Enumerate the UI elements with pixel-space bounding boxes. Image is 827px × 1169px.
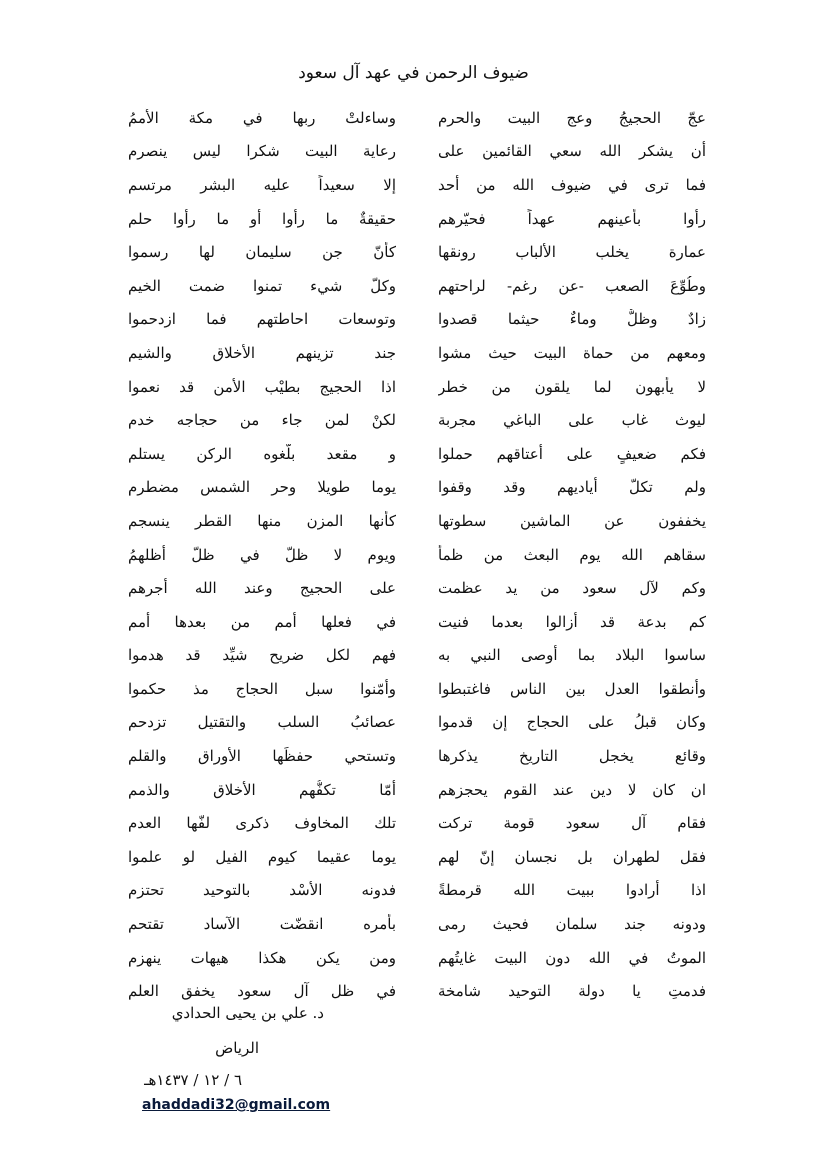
verse-first-hemistich: ان كان لا دين عند القوم يحجزهم	[438, 780, 706, 799]
verse-second-hemistich: وكلّ شيء تمنوا ضمت الخيم	[128, 276, 396, 295]
verse-second-hemistich: إلا سعيداً عليه البشر مرتسم	[128, 175, 396, 194]
verse-line	[128, 706, 706, 740]
author-name: د. علي بن يحيى الحدادي	[171, 1004, 324, 1022]
verse-second-hemistich: عصائبُ السلب والتقتيل تزدحم	[128, 713, 396, 732]
verse-first-hemistich: رأوا بأعينهم عهداً فحيّرهم	[438, 209, 706, 228]
verse-line	[128, 874, 706, 908]
verse-second-hemistich: يوما طويلا وحر الشمس مضطرم	[128, 478, 396, 497]
verse-line	[128, 605, 706, 639]
verse-second-hemistich: و مقعد بلّغوه الركن يستلم	[128, 444, 396, 463]
verse-first-hemistich: لا يأبهون لما يلقون من خطر	[438, 377, 706, 396]
verse-first-hemistich: فقام آل سعود قومة تركت	[438, 814, 706, 833]
verse-line	[128, 571, 706, 605]
verse-first-hemistich: عمارة يخلب الألباب رونقها	[438, 243, 706, 262]
verse-second-hemistich: رعاية البيت شكرا ليس ينصرم	[128, 142, 396, 161]
verse-second-hemistich: اذا الحجيج بطيْب الأمن قد نعموا	[128, 377, 396, 396]
verse-first-hemistich: الموتُ في الله دون البيت غايتُهم	[438, 948, 706, 967]
verse-first-hemistich: ساسوا البلاد بما أوصى النبي به	[438, 646, 706, 665]
verse-first-hemistich: فما ترى في ضيوف الله من أحد	[438, 175, 706, 194]
verse-first-hemistich: يخففون عن الماشين سطوتها	[438, 511, 706, 530]
verse-first-hemistich: وقائع يخجل التاريخ يذكرها	[438, 747, 706, 766]
verse-second-hemistich: جند تزينهم الأخلاق والشيم	[128, 343, 396, 362]
verse-first-hemistich: وكان قبلُ على الحجاج إن قدموا	[438, 713, 706, 732]
verse-line	[128, 672, 706, 706]
poem-title: ضيوف الرحمن في عهد آل سعود	[298, 63, 529, 83]
verse-line	[128, 101, 706, 135]
verse-second-hemistich: وتوسعات احاطتهم فما ازدحموا	[128, 310, 396, 329]
verse-line	[128, 840, 706, 874]
verse-first-hemistich: زادٌ وظلٌّ وماءٌ حيثما قصدوا	[438, 310, 706, 329]
author-email[interactable]: ahaddadi32@gmail.com	[142, 1097, 331, 1113]
verse-line	[128, 269, 706, 303]
verse-first-hemistich: فكم ضعيفٍ على أعتاقهم حملوا	[438, 444, 706, 463]
verse-second-hemistich: على الحجيج وعند الله أجرهم	[128, 579, 396, 598]
verse-line	[128, 303, 706, 337]
verse-first-hemistich: كم بدعة قد أزالوا بعدما فنيت	[438, 612, 706, 631]
verse-first-hemistich: ومعهم من حماة البيت حيث مشوا	[438, 343, 706, 362]
verse-second-hemistich: ومن يكن هكذا هيهات ينهزم	[128, 948, 396, 967]
verse-first-hemistich: وطُوِّعَ الصعب -عن رغم- لراحتهم	[438, 276, 706, 295]
verse-first-hemistich: وكم لآل سعود من يد عظمت	[438, 579, 706, 598]
verse-line	[128, 135, 706, 169]
verse-line	[128, 504, 706, 538]
verse-line	[128, 639, 706, 673]
verse-first-hemistich: ليوث غاب على الباغي مجربة	[438, 411, 706, 430]
verse-second-hemistich: وساءلتْ ربها في مكة الأُممُ	[128, 108, 396, 127]
verse-first-hemistich: سقاهم الله يوم البعث من ظمأ	[438, 545, 706, 564]
verse-line	[128, 471, 706, 505]
verse-line	[128, 235, 706, 269]
verse-second-hemistich: ويوم لا ظلّ في ظلّ أظلهمُ	[128, 545, 396, 564]
verse-second-hemistich: وتستحي حفظَها الأوراق والقلم	[128, 747, 396, 766]
verse-second-hemistich: حقيقةٌ ما رأوا أو ما رأوا حلم	[128, 209, 396, 228]
verse-line	[128, 336, 706, 370]
verse-second-hemistich: أمّا تكفُّهم الأخلاق والذمم	[128, 780, 396, 799]
verse-second-hemistich: تلك المخاوف ذكرى لفّها العدم	[128, 814, 396, 833]
verse-second-hemistich: يوما عقيما كيوم الفيل لو علموا	[128, 847, 396, 866]
verse-line	[128, 437, 706, 471]
verse-first-hemistich: ولم تكلّ أياديهم وقد وقفوا	[438, 478, 706, 497]
verse-line	[128, 168, 706, 202]
verse-first-hemistich: وأنطقوا العدل بين الناس فاغتبطوا	[438, 679, 706, 698]
verse-second-hemistich: في ظل آل سعود يخفق العلم	[128, 982, 396, 1001]
verse-second-hemistich: وأمّنوا سبل الحجاج مذ حكموا	[128, 679, 396, 698]
verse-second-hemistich: في فعلها أمم من بعدها أمم	[128, 612, 396, 631]
verse-second-hemistich: لكنْ لمن جاء من حجاجه خدم	[128, 411, 396, 430]
verse-line	[128, 773, 706, 807]
verse-line	[128, 941, 706, 975]
verse-first-hemistich: ودونه جند سلمان فحيث رمى	[438, 915, 706, 934]
verse-first-hemistich: فقل لطهران بل نجسان إنّ لهم	[438, 847, 706, 866]
verse-first-hemistich: اذا أرادوا ببيت الله قرمطةً	[438, 881, 706, 900]
verse-line	[128, 739, 706, 773]
verse-first-hemistich: عجّ الحجيجُ وعج البيت والحرم	[438, 108, 706, 127]
verse-line	[128, 403, 706, 437]
verse-first-hemistich: أن يشكر الله سعي القائمين على	[438, 142, 706, 161]
verse-first-hemistich: فدمتِ يا دولة التوحيد شامخة	[438, 982, 706, 1001]
verse-line	[128, 370, 706, 404]
signature-city: الرياض	[215, 1039, 259, 1057]
verse-second-hemistich: كأنها المزن منها القطر ينسجم	[128, 511, 396, 530]
verse-second-hemistich: بأمره انقضّت الآساد تقتحم	[128, 915, 396, 934]
verse-line	[128, 538, 706, 572]
signature-date: ٦ / ١٢ / ١٤٣٧هـ	[144, 1071, 242, 1089]
verse-second-hemistich: كأنّ جن سليمان لها رسموا	[128, 243, 396, 262]
verse-line	[128, 202, 706, 236]
poem-body	[128, 101, 706, 1008]
verse-line	[128, 806, 706, 840]
verse-second-hemistich: فدونه الأُسْد بالتوحيد تحتزم	[128, 881, 396, 900]
verse-line	[128, 907, 706, 941]
verse-second-hemistich: فهم لكل ضريح شيِّد قد هدموا	[128, 646, 396, 665]
